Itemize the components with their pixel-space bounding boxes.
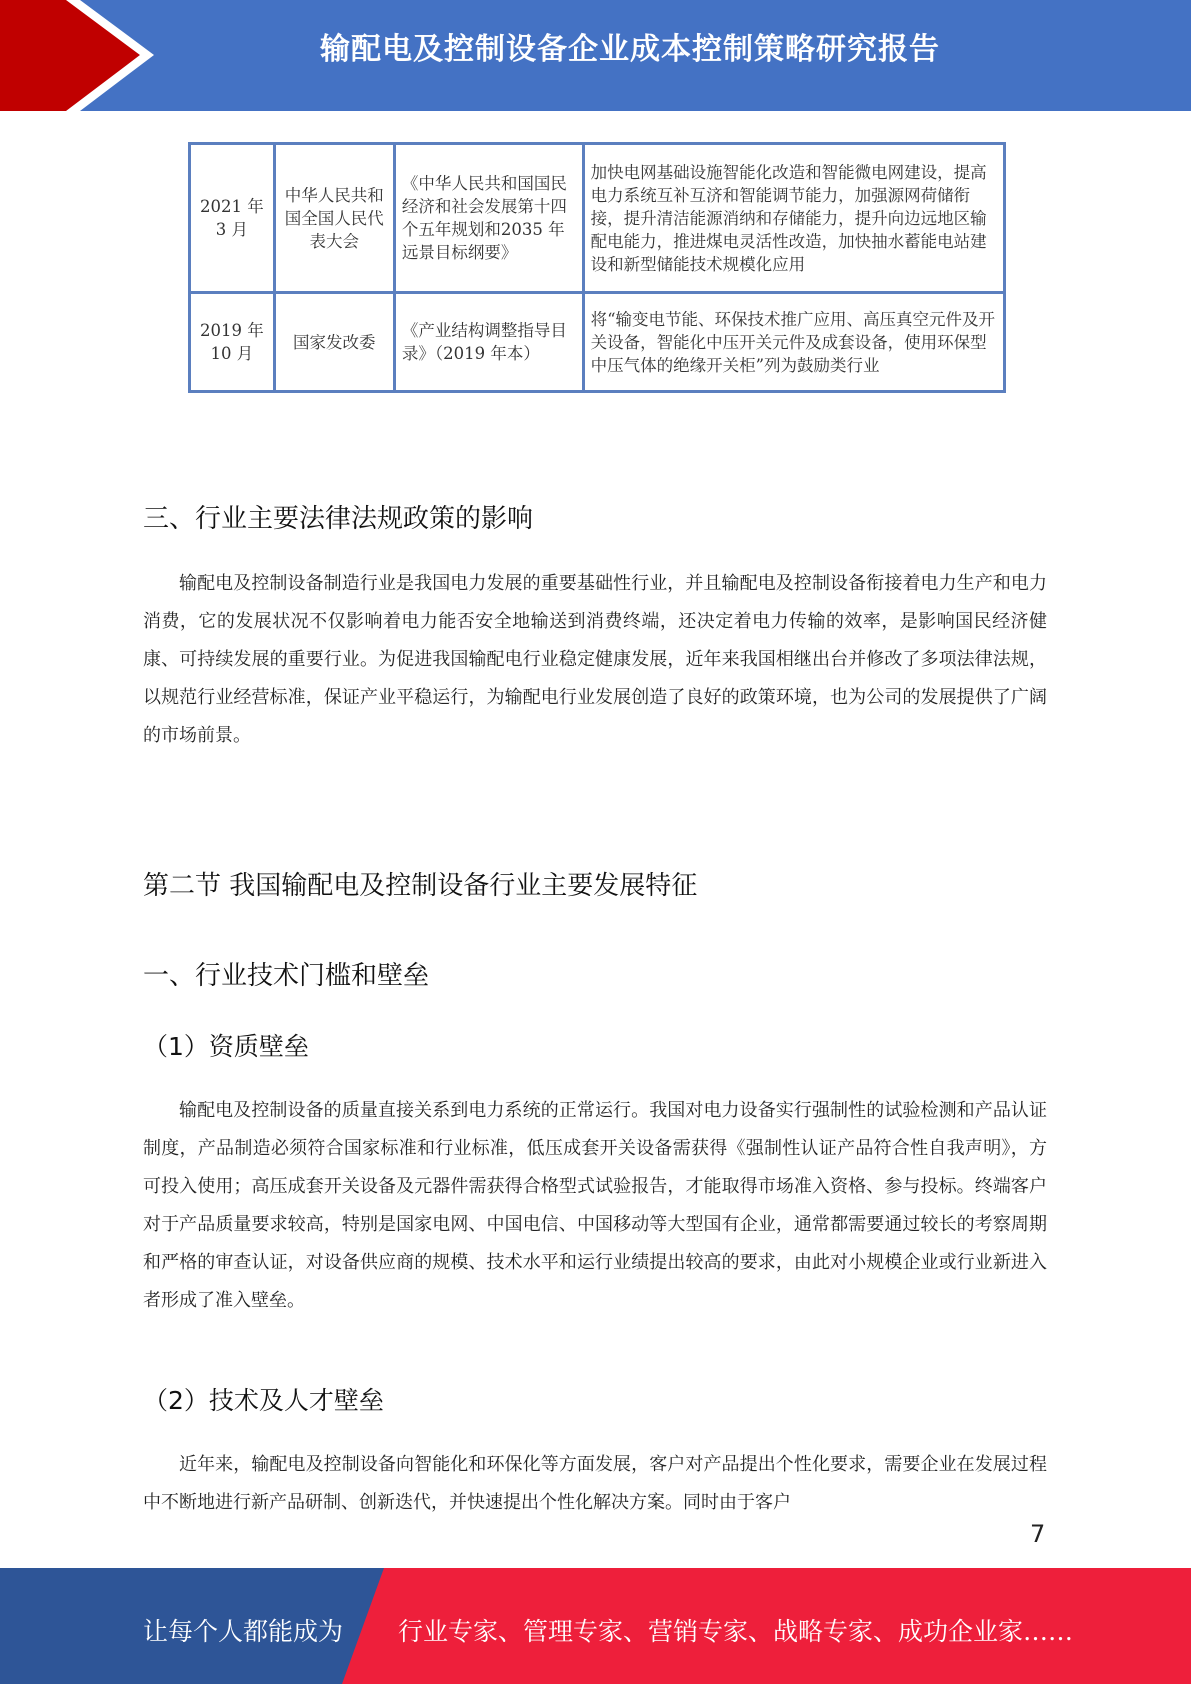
- report-title: 输配电及控制设备企业成本控制策略研究报告: [320, 32, 940, 67]
- page-number: 7: [1030, 1520, 1046, 1548]
- footer-slogan-left: 让每个人都能成为: [143, 1617, 344, 1646]
- header-banner: [0, 0, 1191, 111]
- subsection-heading-technology: （2）技术及人才壁垒: [143, 1386, 384, 1415]
- subsection-heading-qualification: （1）资质壁垒: [143, 1032, 309, 1061]
- footer-slogan-right: 行业专家、管理专家、营销专家、战略专家、成功企业家……: [398, 1617, 1074, 1646]
- footer-banner: [0, 1568, 1191, 1684]
- table-cell-content: 将“输变电节能、环保技术推广应用、高压真空元件及开关设备，智能化中压开关元件及成套设备，使用环保型中压气体的绝缘开关柜”列为鼓励类行业: [583, 293, 1004, 392]
- table-row: [190, 144, 1005, 293]
- chapter-heading: 第二节 我国输配电及控制设备行业主要发展特征: [143, 871, 698, 901]
- header-red-arrow-decoration: [0, 0, 140, 111]
- paragraph-technology: 近年来，输配电及控制设备向智能化和环保化等方面发展，客户对产品提出个性化要求，需要企业在发展过程中不断地进行新产品研制、创新迭代，并快速提出个性化解决方案。同时由于客户: [143, 1454, 1047, 1513]
- table-cell-issuer: 国家发改委: [274, 293, 394, 392]
- paragraph-laws: 输配电及控制设备制造行业是我国电力发展的重要基础性行业，并且输配电及控制设备衔接着电力生产和电力消费，它的发展状况不仅影响着电力能否安全地输送到消费终端，还决定着电力传输的效率，是影响国民经济健康、可持续发展的重要行业。为促进我国输配电行业稳定健康发展，近年来我国相继出台并修改了多项法律法规，以规范行业经营标准，保证产业平稳运行，为输配电行业发展创造了良好的政策环境，也为公司的发展提供了广阔的市场前景。: [143, 573, 1047, 746]
- paragraph-qualification: 输配电及控制设备的质量直接关系到电力系统的正常运行。我国对电力设备实行强制性的试验检测和产品认证制度，产品制造必须符合国家标准和行业标准，低压成套开关设备需获得《强制性认证产品符合性自我声明》，方可投入使用；高压成套开关设备及元器件需获得合格型式试验报告，才能取得市场准入资格、参与投标。终端客户对于产品质量要求较高，特别是国家电网、中国电信、中国移动等大型国有企业，通常都需要通过较长的考察周期和严格的审查认证，对设备供应商的规模、技术水平和运行业绩提出较高的要求，由此对小规模企业或行业新进入者形成了准入壁垒。: [143, 1100, 1047, 1311]
- table-cell-content: 加快电网基础设施智能化改造和智能微电网建设，提高电力系统互补互济和智能调节能力，加强源网荷储衔接，提升清洁能源消纳和存储能力，提升向边远地区输配电能力，推进煤电灵活性改造，加快抽水蓄能电站建设和新型储能技术规模化应用: [583, 144, 1004, 293]
- table-cell-issuer: 中华人民共和国全国人民代表大会: [274, 144, 394, 293]
- table-cell-document: 《中华人民共和国国民经济和社会发展第十四个五年规划和2035 年远景目标纲要》: [394, 144, 583, 293]
- table-cell-date: 2021 年 3 月: [190, 144, 275, 293]
- table-cell-date: 2019 年 10 月: [190, 293, 275, 392]
- section-heading-laws: 三、行业主要法律法规政策的影响: [143, 504, 534, 534]
- policy-table: [188, 142, 1006, 393]
- section-heading-barriers: 一、行业技术门槛和壁垒: [143, 961, 430, 991]
- table-row: [190, 293, 1005, 392]
- table-cell-document: 《产业结构调整指导目录》（2019 年本）: [394, 293, 583, 392]
